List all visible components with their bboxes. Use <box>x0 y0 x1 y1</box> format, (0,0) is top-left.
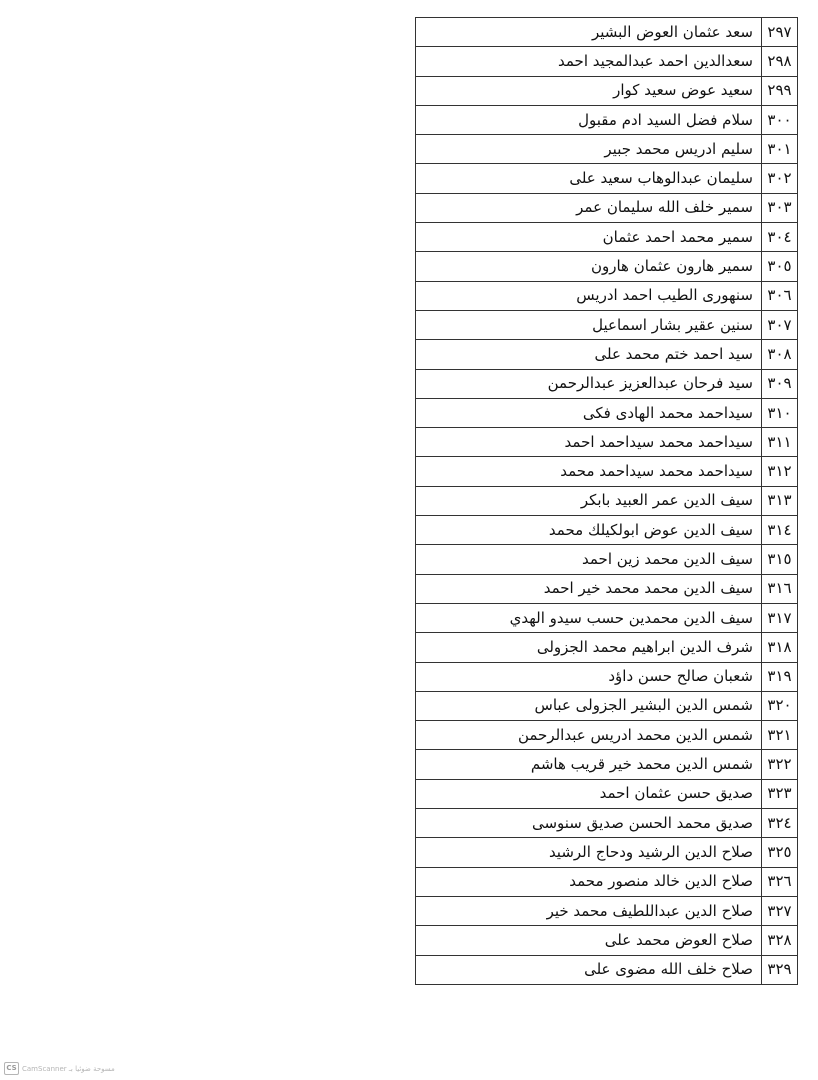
row-name: سيف الدين عمر العبيد بابكر <box>416 486 762 515</box>
row-number: ٣٢٢ <box>762 750 798 779</box>
table-row <box>416 926 798 955</box>
table-row <box>416 47 798 76</box>
table-row <box>416 18 798 47</box>
table-row <box>416 516 798 545</box>
row-name: سيد فرحان عبدالعزيز عبدالرحمن <box>416 369 762 398</box>
row-number: ٣١٤ <box>762 516 798 545</box>
table-row <box>416 164 798 193</box>
row-number: ٢٩٧ <box>762 18 798 47</box>
row-number: ٣٢٤ <box>762 809 798 838</box>
row-name: صلاح الدين عبداللطيف محمد خير <box>416 896 762 925</box>
row-name: سعدالدين احمد عبدالمجيد احمد <box>416 47 762 76</box>
row-number: ٣٠٨ <box>762 340 798 369</box>
table-row <box>416 779 798 808</box>
row-number: ٣١٦ <box>762 574 798 603</box>
table-row <box>416 691 798 720</box>
table-row <box>416 340 798 369</box>
watermark-text: CamScanner مسوحة ضوئيا بـ <box>22 1064 115 1073</box>
row-name: شمس الدين محمد ادريس عبدالرحمن <box>416 721 762 750</box>
table-row <box>416 76 798 105</box>
row-number: ٣٠٤ <box>762 223 798 252</box>
table-row <box>416 252 798 281</box>
table-row <box>416 223 798 252</box>
row-name: سليم ادريس محمد جبير <box>416 135 762 164</box>
table-row <box>416 867 798 896</box>
row-name: سيف الدين عوض ابولكيلك محمد <box>416 516 762 545</box>
row-name: صديق محمد الحسن صديق سنوسى <box>416 809 762 838</box>
table-row <box>416 838 798 867</box>
table-row <box>416 574 798 603</box>
row-name: سنهورى الطيب احمد ادريس <box>416 281 762 310</box>
row-number: ٣٠٥ <box>762 252 798 281</box>
row-name: سيداحمد محمد سيداحمد احمد <box>416 428 762 457</box>
row-name: سمير محمد احمد عثمان <box>416 223 762 252</box>
row-number: ٣١٥ <box>762 545 798 574</box>
table-row <box>416 135 798 164</box>
row-number: ٣١٨ <box>762 633 798 662</box>
document-sheet <box>415 17 798 985</box>
row-number: ٣١٢ <box>762 457 798 486</box>
table-row <box>416 545 798 574</box>
table-row <box>416 193 798 222</box>
table-row <box>416 896 798 925</box>
row-name: سعيد عوض سعيد كوار <box>416 76 762 105</box>
row-name: سيد احمد ختم محمد على <box>416 340 762 369</box>
row-name: شمس الدين محمد خير قريب هاشم <box>416 750 762 779</box>
table-row <box>416 486 798 515</box>
row-name: سيداحمد محمد سيداحمد محمد <box>416 457 762 486</box>
row-name: سيف الدين محمد زين احمد <box>416 545 762 574</box>
row-number: ٣١٧ <box>762 603 798 632</box>
row-name: سمير خلف الله سليمان عمر <box>416 193 762 222</box>
table-row <box>416 603 798 632</box>
row-name: صلاح الدين الرشيد ودحاج الرشيد <box>416 838 762 867</box>
row-name: سيف الدين محمدين حسب سيدو الهدي <box>416 603 762 632</box>
row-name: سليمان عبدالوهاب سعيد على <box>416 164 762 193</box>
row-name: شمس الدين البشير الجزولى عباس <box>416 691 762 720</box>
row-number: ٣٢٨ <box>762 926 798 955</box>
table-row <box>416 369 798 398</box>
row-number: ٣٠٢ <box>762 164 798 193</box>
row-number: ٣٢٦ <box>762 867 798 896</box>
table-row <box>416 428 798 457</box>
row-number: ٢٩٨ <box>762 47 798 76</box>
table-row <box>416 398 798 427</box>
row-number: ٣٢٩ <box>762 955 798 984</box>
row-name: صديق حسن عثمان احمد <box>416 779 762 808</box>
row-name: شرف الدين ابراهيم محمد الجزولى <box>416 633 762 662</box>
row-name: صلاح العوض محمد على <box>416 926 762 955</box>
row-name: سيداحمد محمد الهادى فكى <box>416 398 762 427</box>
table-row <box>416 457 798 486</box>
row-name: صلاح الدين خالد منصور محمد <box>416 867 762 896</box>
row-number: ٣١١ <box>762 428 798 457</box>
row-number: ٣٢١ <box>762 721 798 750</box>
row-name: سنين عقير بشار اسماعيل <box>416 310 762 339</box>
table-row <box>416 310 798 339</box>
row-number: ٣٠٩ <box>762 369 798 398</box>
table-row <box>416 281 798 310</box>
row-name: سلام فضل السيد ادم مقبول <box>416 105 762 134</box>
row-number: ٣١٣ <box>762 486 798 515</box>
row-number: ٣٢٣ <box>762 779 798 808</box>
row-number: ٣٠٦ <box>762 281 798 310</box>
camscanner-logo-icon: CS <box>4 1062 19 1075</box>
row-number: ٣٠٣ <box>762 193 798 222</box>
row-number: ٣٢٧ <box>762 896 798 925</box>
row-number: ٣١٩ <box>762 662 798 691</box>
camscanner-watermark <box>4 1062 115 1075</box>
table-row <box>416 955 798 984</box>
row-name: صلاح خلف الله مضوى على <box>416 955 762 984</box>
table-row <box>416 633 798 662</box>
row-number: ٣٢٥ <box>762 838 798 867</box>
table-row <box>416 662 798 691</box>
names-table <box>415 17 798 985</box>
table-row <box>416 721 798 750</box>
row-name: سيف الدين محمد محمد خير احمد <box>416 574 762 603</box>
table-row <box>416 809 798 838</box>
table-row <box>416 750 798 779</box>
row-name: شعبان صالح حسن داؤد <box>416 662 762 691</box>
row-name: سمير هارون عثمان هارون <box>416 252 762 281</box>
row-number: ٣١٠ <box>762 398 798 427</box>
row-name: سعد عثمان العوض البشير <box>416 18 762 47</box>
row-number: ٣٠٠ <box>762 105 798 134</box>
row-number: ٢٩٩ <box>762 76 798 105</box>
row-number: ٣٠١ <box>762 135 798 164</box>
names-table-body <box>416 18 798 985</box>
row-number: ٣٢٠ <box>762 691 798 720</box>
row-number: ٣٠٧ <box>762 310 798 339</box>
table-row <box>416 105 798 134</box>
